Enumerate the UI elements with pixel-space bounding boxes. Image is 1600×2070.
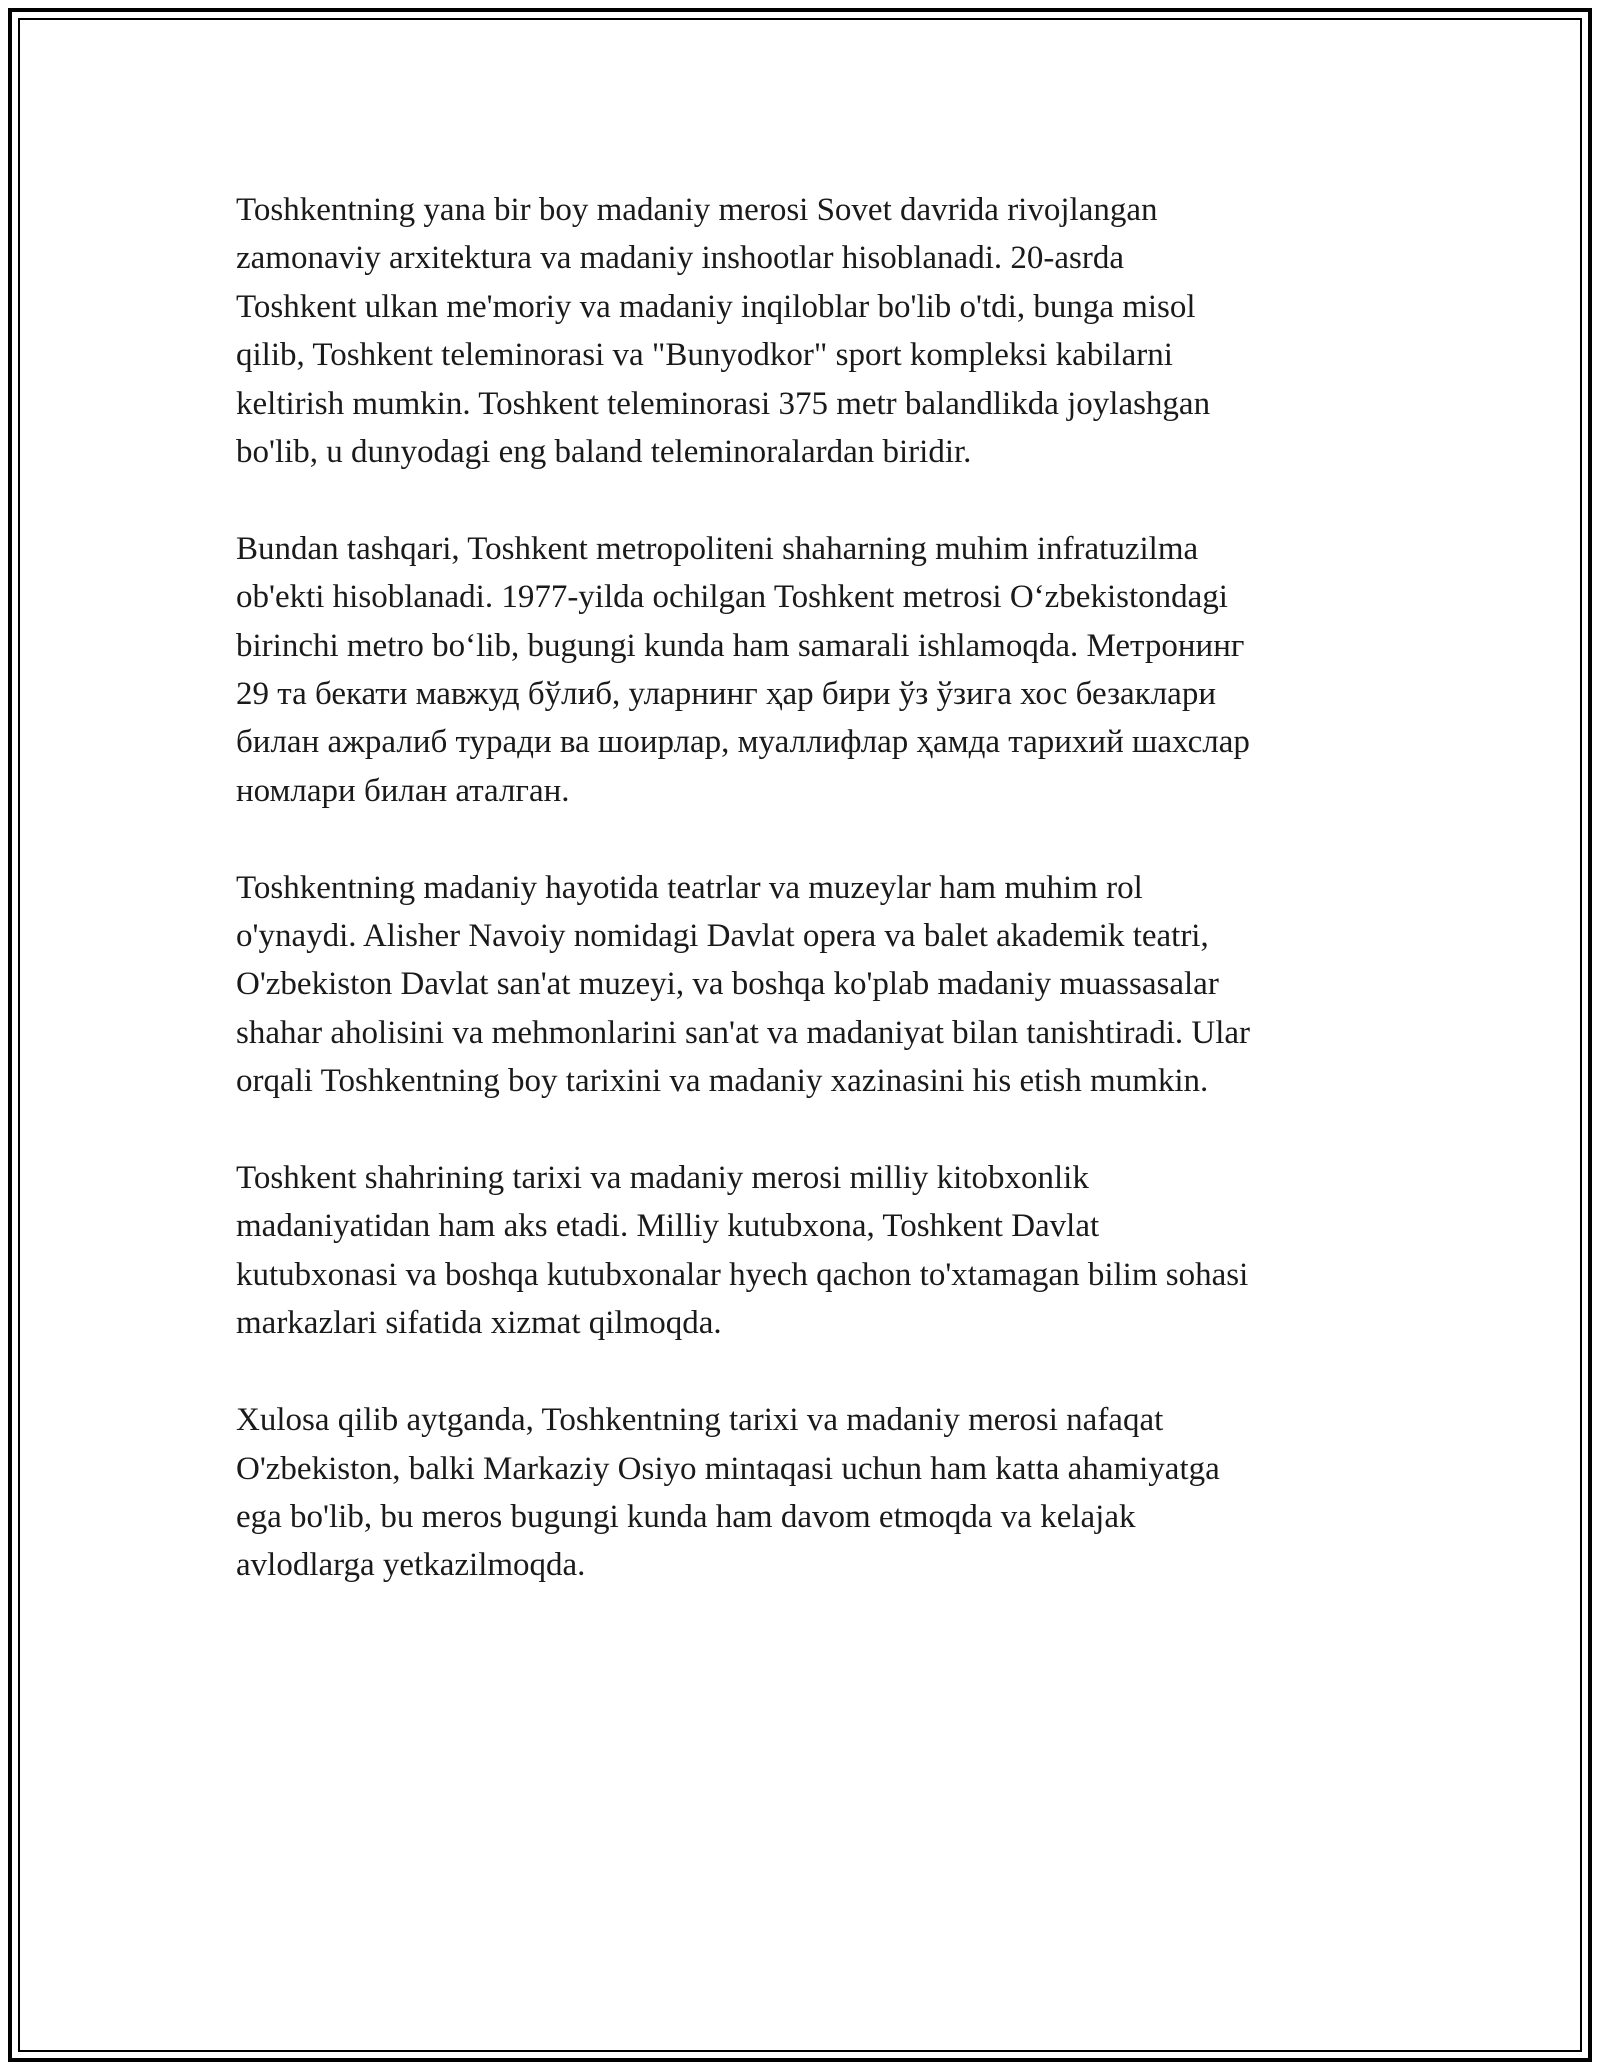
text-line: ega bo'lib, bu meros bugungi kunda ham davom etmoqda va kelajak bbox=[236, 1498, 1136, 1535]
text-line: madaniyatidan ham aks etadi. Milliy kutubxona, Toshkent Davlat bbox=[236, 1208, 1100, 1245]
paragraph-soviet-architecture bbox=[236, 186, 1396, 476]
text-line: keltirish mumkin. Toshkent teleminorasi 375 metr balandlikda joylashgan bbox=[236, 385, 1211, 422]
text-line: bo'lib, u dunyodagi eng baland teleminoralardan biridir. bbox=[236, 434, 972, 471]
text-line: Toshkentning madaniy hayotida teatrlar va muzeylar ham muhim rol bbox=[236, 869, 1143, 906]
paragraph-libraries bbox=[236, 1154, 1396, 1348]
text-line: avlodlarga yetkazilmoqda. bbox=[236, 1547, 586, 1584]
text-line: билан ажралиб туради ва шоирлар, муаллифлар ҳамда тарихий шахслар bbox=[236, 724, 1250, 761]
paragraph-conclusion bbox=[236, 1396, 1396, 1590]
text-line: markazlari sifatida xizmat qilmoqda. bbox=[236, 1305, 722, 1342]
text-line: Bundan tashqari, Toshkent metropoliteni shaharning muhim infratuzilma bbox=[236, 530, 1199, 567]
text-line: kutubxonasi va boshqa kutubxonalar hyech qachon to'xtamagan bilim sohasi bbox=[236, 1256, 1249, 1293]
text-line: Toshkentning yana bir boy madaniy merosi Sovet davrida rivojlangan bbox=[236, 192, 1158, 228]
text-line: shahar aholisini va mehmonlarini san'at va madaniyat bilan tanishtiradi. Ular bbox=[236, 1014, 1250, 1051]
text-line: 29 та бекати мавжуд бўлиб, уларнинг ҳар бири ўз ўзига хос безаклари bbox=[236, 676, 1216, 713]
paragraph-theatres-museums bbox=[236, 864, 1396, 1106]
text-line: номлари билан аталган. bbox=[236, 772, 570, 809]
text-line: O'zbekiston Davlat san'at muzeyi, va boshqa ko'plab madaniy muassasalar bbox=[236, 966, 1219, 1003]
text-line: o'ynaydi. Alisher Navoiy nomidagi Davlat opera va balet akademik teatri, bbox=[236, 918, 1209, 955]
text-line: orqali Toshkentning boy tarixini va madaniy xazinasini his etish mumkin. bbox=[236, 1063, 1209, 1100]
text-line: zamonaviy arxitektura va madaniy inshootlar hisoblanadi. 20-asrda bbox=[236, 240, 1124, 277]
text-line: birinchi metro bo‘lib, bugungi kunda ham samarali ishlamoqda. Метронинг bbox=[236, 627, 1245, 664]
text-line: Toshkent ulkan me'moriy va madaniy inqiloblar bo'lib o'tdi, bunga misol bbox=[236, 288, 1196, 325]
document-body bbox=[236, 186, 1396, 1638]
text-line: ob'ekti hisoblanadi. 1977-yilda ochilgan Toshkent metrosi O‘zbekistondagi bbox=[236, 579, 1228, 616]
text-line: qilib, Toshkent teleminorasi va "Bunyodkor" sport kompleksi kabilarni bbox=[236, 337, 1173, 374]
text-line: Xulosa qilib aytganda, Toshkentning tarixi va madaniy merosi nafaqat bbox=[236, 1402, 1164, 1439]
text-line: Toshkent shahrining tarixi va madaniy merosi milliy kitobxonlik bbox=[236, 1160, 1089, 1197]
paragraph-metro bbox=[236, 525, 1396, 815]
text-line: O'zbekiston, balki Markaziy Osiyo mintaqasi uchun ham katta ahamiyatga bbox=[236, 1450, 1220, 1487]
